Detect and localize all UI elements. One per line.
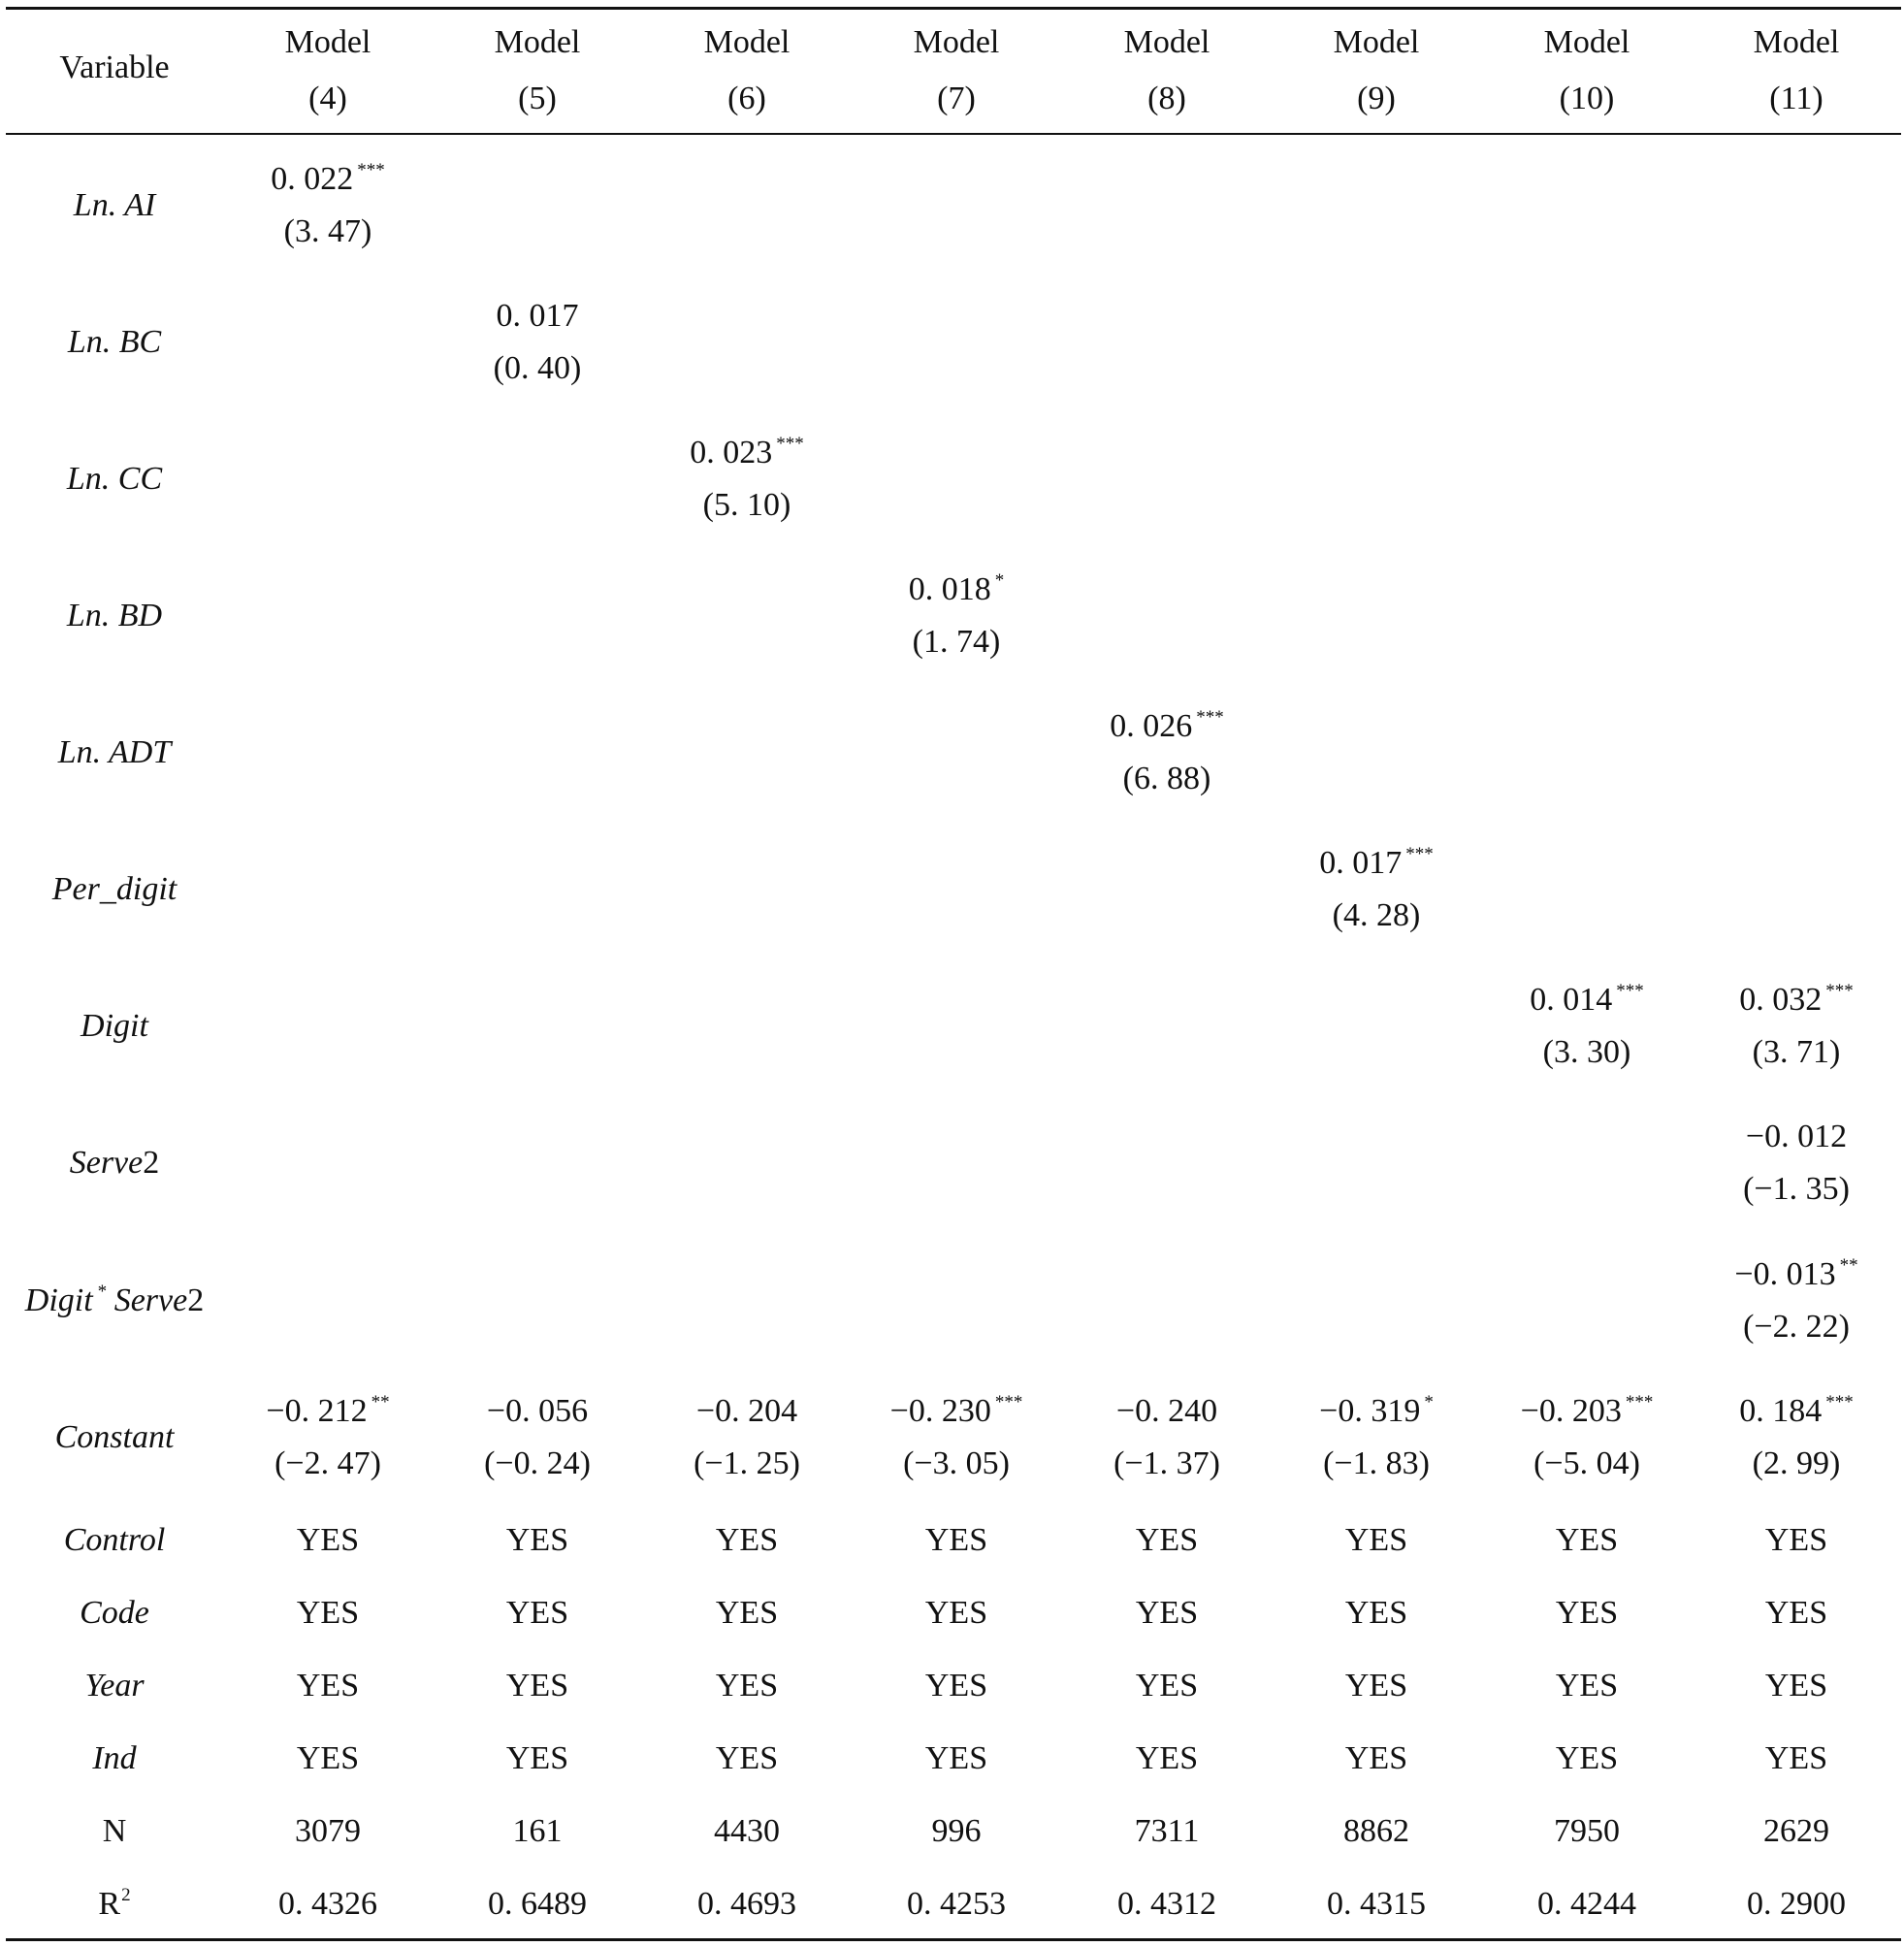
- variable-label: Per_digit: [51, 871, 177, 907]
- model-header-5: [433, 15, 642, 127]
- model-header-number: (7): [937, 81, 976, 116]
- t-statistic: (1. 74): [912, 624, 1001, 660]
- table-cell: 0. 6489: [488, 1886, 587, 1922]
- significance-stars: ***: [1616, 981, 1644, 1001]
- variable-label: Ind: [92, 1740, 137, 1776]
- coefficient-value: −0. 056: [486, 1393, 589, 1429]
- coefficient-value: 0. 014 ***: [1530, 981, 1644, 1018]
- t-statistic: (3. 71): [1752, 1034, 1841, 1070]
- coefficient-cell: [642, 427, 852, 532]
- model-header-number: (4): [308, 81, 347, 116]
- t-statistic: (−5. 04): [1533, 1445, 1640, 1481]
- table-cell: YES: [1764, 1668, 1828, 1704]
- interaction-star: *: [96, 1282, 107, 1302]
- table-cell: YES: [1555, 1740, 1619, 1776]
- variable-label: Control: [63, 1522, 166, 1558]
- table-cell: YES: [1555, 1668, 1619, 1704]
- coefficient-cell: [1062, 700, 1272, 805]
- t-statistic: (−2. 22): [1743, 1309, 1850, 1345]
- table-cell: YES: [296, 1595, 360, 1631]
- model-header-label: Model: [284, 24, 371, 60]
- model-header-number: (10): [1559, 81, 1615, 116]
- t-statistic: (−1. 37): [1113, 1445, 1220, 1481]
- variable-label: Serve2: [69, 1145, 160, 1181]
- t-statistic: (−1. 83): [1323, 1445, 1430, 1481]
- table-cell: YES: [1135, 1595, 1199, 1631]
- model-header-label: Model: [494, 24, 581, 60]
- table-cell: 0. 4244: [1537, 1886, 1636, 1922]
- table-cell: 4430: [714, 1813, 780, 1849]
- coefficient-value: 0. 017: [496, 298, 579, 334]
- table-cell: 161: [512, 1813, 563, 1849]
- significance-stars: *: [994, 570, 1005, 591]
- variable-label: Ln. AI: [73, 187, 156, 223]
- table-cell: YES: [505, 1522, 569, 1558]
- table-cell: YES: [505, 1668, 569, 1704]
- table-cell: YES: [1555, 1522, 1619, 1558]
- model-header-label: Model: [1753, 24, 1840, 60]
- t-statistic: (4. 28): [1332, 897, 1421, 933]
- model-header-number: (6): [727, 81, 766, 116]
- table-cell: YES: [924, 1668, 988, 1704]
- variable-label: Digit: [81, 1008, 148, 1044]
- coefficient-cell: [852, 1385, 1061, 1490]
- table-cell: 7311: [1134, 1813, 1200, 1849]
- t-statistic: (6. 88): [1122, 761, 1211, 796]
- variable-label: Digit * Serve2: [24, 1282, 205, 1318]
- model-header-label: Model: [1123, 24, 1210, 60]
- model-header-number: (5): [518, 81, 557, 116]
- coefficient-cell: [433, 290, 642, 395]
- variable-label: Code: [80, 1595, 149, 1631]
- table-cell: 0. 4253: [907, 1886, 1006, 1922]
- table-cell: YES: [1344, 1740, 1408, 1776]
- coefficient-value: −0. 203 ***: [1520, 1392, 1654, 1429]
- t-statistic: (3. 47): [283, 213, 372, 249]
- coefficient-cell: [223, 1385, 433, 1490]
- significance-stars: ***: [1625, 1392, 1654, 1412]
- coefficient-value: 0. 023 ***: [690, 434, 804, 471]
- significance-stars: ***: [994, 1392, 1023, 1412]
- coefficient-cell: [1692, 1111, 1901, 1216]
- model-header-label: Model: [703, 24, 791, 60]
- coefficient-cell: [1692, 1385, 1901, 1490]
- table-cell: YES: [1764, 1740, 1828, 1776]
- model-header-8: [1062, 15, 1272, 127]
- coefficient-cell: [433, 1385, 642, 1490]
- coefficient-value: 0. 026 ***: [1110, 707, 1224, 744]
- table-cell: YES: [505, 1740, 569, 1776]
- coefficient-cell: [1272, 837, 1481, 942]
- table-top-rule: [6, 7, 1901, 10]
- coefficient-value: 0. 018 *: [908, 570, 1005, 607]
- coefficient-value: −0. 013 **: [1734, 1255, 1858, 1292]
- model-header-7: [852, 15, 1061, 127]
- model-header-number: (9): [1357, 81, 1396, 116]
- significance-stars: ***: [357, 160, 385, 180]
- t-statistic: (−1. 35): [1743, 1171, 1850, 1207]
- coefficient-cell: [1272, 1385, 1481, 1490]
- coefficient-value: 0. 032 ***: [1739, 981, 1854, 1018]
- coefficient-value: −0. 319 *: [1319, 1392, 1434, 1429]
- significance-stars: ***: [1825, 1392, 1854, 1412]
- table-cell: YES: [1555, 1595, 1619, 1631]
- table-cell: 2629: [1763, 1813, 1829, 1849]
- table-cell: 3079: [295, 1813, 361, 1849]
- table-cell: 8862: [1343, 1813, 1409, 1849]
- model-header-label: Model: [913, 24, 1000, 60]
- significance-stars: **: [1839, 1255, 1858, 1276]
- coefficient-value: −0. 240: [1115, 1393, 1218, 1429]
- table-cell: YES: [924, 1740, 988, 1776]
- coefficient-cell: [1692, 974, 1901, 1079]
- table-cell: 0. 2900: [1747, 1886, 1846, 1922]
- significance-stars: ***: [1405, 844, 1434, 864]
- table-cell: YES: [924, 1595, 988, 1631]
- coefficient-cell: [223, 153, 433, 258]
- coefficient-value: 0. 022 ***: [271, 160, 385, 197]
- table-cell: YES: [1344, 1668, 1408, 1704]
- coefficient-value: −0. 230 ***: [889, 1392, 1023, 1429]
- table-header-rule: [6, 133, 1901, 135]
- table-cell: 0. 4693: [697, 1886, 796, 1922]
- table-cell: YES: [296, 1522, 360, 1558]
- model-header-9: [1272, 15, 1481, 127]
- variable-label: Ln. ADT: [57, 734, 172, 770]
- table-cell: 0. 4315: [1327, 1886, 1426, 1922]
- table-cell: YES: [1135, 1740, 1199, 1776]
- variable-label: $R^2$: [98, 1885, 131, 1922]
- table-cell: 7950: [1554, 1813, 1620, 1849]
- model-header-label: Model: [1333, 24, 1420, 60]
- table-cell: YES: [505, 1595, 569, 1631]
- coefficient-cell: [1482, 974, 1692, 1079]
- t-statistic: (2. 99): [1752, 1445, 1841, 1481]
- significance-stars: ***: [1196, 707, 1224, 728]
- table-cell: YES: [715, 1595, 779, 1631]
- table-cell: 0. 4326: [278, 1886, 377, 1922]
- coefficient-value: 0. 017 ***: [1319, 844, 1434, 881]
- t-statistic: (5. 10): [702, 487, 791, 523]
- table-cell: YES: [1764, 1522, 1828, 1558]
- t-statistic: (0. 40): [493, 350, 582, 386]
- coefficient-cell: [1692, 1249, 1901, 1353]
- t-statistic: (−1. 25): [694, 1445, 800, 1481]
- coefficient-cell: [1482, 1385, 1692, 1490]
- coefficient-value: −0. 204: [695, 1393, 798, 1429]
- table-cell: 0. 4312: [1117, 1886, 1216, 1922]
- table-cell: YES: [715, 1740, 779, 1776]
- model-header-number: (8): [1147, 81, 1186, 116]
- model-header-4: [223, 15, 433, 127]
- table-cell: YES: [1764, 1595, 1828, 1631]
- model-header-11: [1692, 15, 1901, 127]
- variable-label: Year: [84, 1668, 145, 1704]
- significance-stars: ***: [776, 434, 804, 454]
- significance-stars: *: [1424, 1392, 1434, 1412]
- table-bottom-rule: [6, 1938, 1901, 1941]
- significance-stars: ***: [1825, 981, 1854, 1001]
- coefficient-value: −0. 012: [1745, 1119, 1848, 1154]
- coefficient-value: −0. 212 **: [266, 1392, 390, 1429]
- variable-label: Ln. BC: [67, 324, 162, 360]
- table-cell: YES: [1135, 1668, 1199, 1704]
- variable-label: N: [102, 1813, 127, 1849]
- coefficient-cell: [852, 564, 1061, 668]
- t-statistic: (−3. 05): [903, 1445, 1010, 1481]
- model-header-6: [642, 15, 852, 127]
- table-cell: YES: [1344, 1595, 1408, 1631]
- model-header-label: Model: [1543, 24, 1630, 60]
- model-header-10: [1482, 15, 1692, 127]
- coefficient-cell: [642, 1385, 852, 1490]
- coefficient-cell: [1062, 1385, 1272, 1490]
- table-cell: YES: [715, 1668, 779, 1704]
- significance-stars: **: [371, 1392, 390, 1412]
- table-cell: YES: [296, 1668, 360, 1704]
- variable-label: Ln. CC: [66, 461, 163, 497]
- t-statistic: (3. 30): [1542, 1034, 1631, 1070]
- t-statistic: (−2. 47): [274, 1445, 381, 1481]
- table-cell: YES: [296, 1740, 360, 1776]
- table-cell: YES: [715, 1522, 779, 1558]
- variable-label: Constant: [54, 1419, 175, 1455]
- table-cell: 996: [931, 1813, 982, 1849]
- t-statistic: (−0. 24): [484, 1445, 591, 1481]
- model-header-number: (11): [1769, 81, 1823, 116]
- table-cell: YES: [1344, 1522, 1408, 1558]
- table-cell: YES: [924, 1522, 988, 1558]
- variable-header: Variable: [59, 49, 170, 85]
- coefficient-value: 0. 184 ***: [1739, 1392, 1854, 1429]
- table-cell: YES: [1135, 1522, 1199, 1558]
- variable-label: Ln. BD: [66, 598, 163, 633]
- superscript-2: 2: [121, 1885, 131, 1905]
